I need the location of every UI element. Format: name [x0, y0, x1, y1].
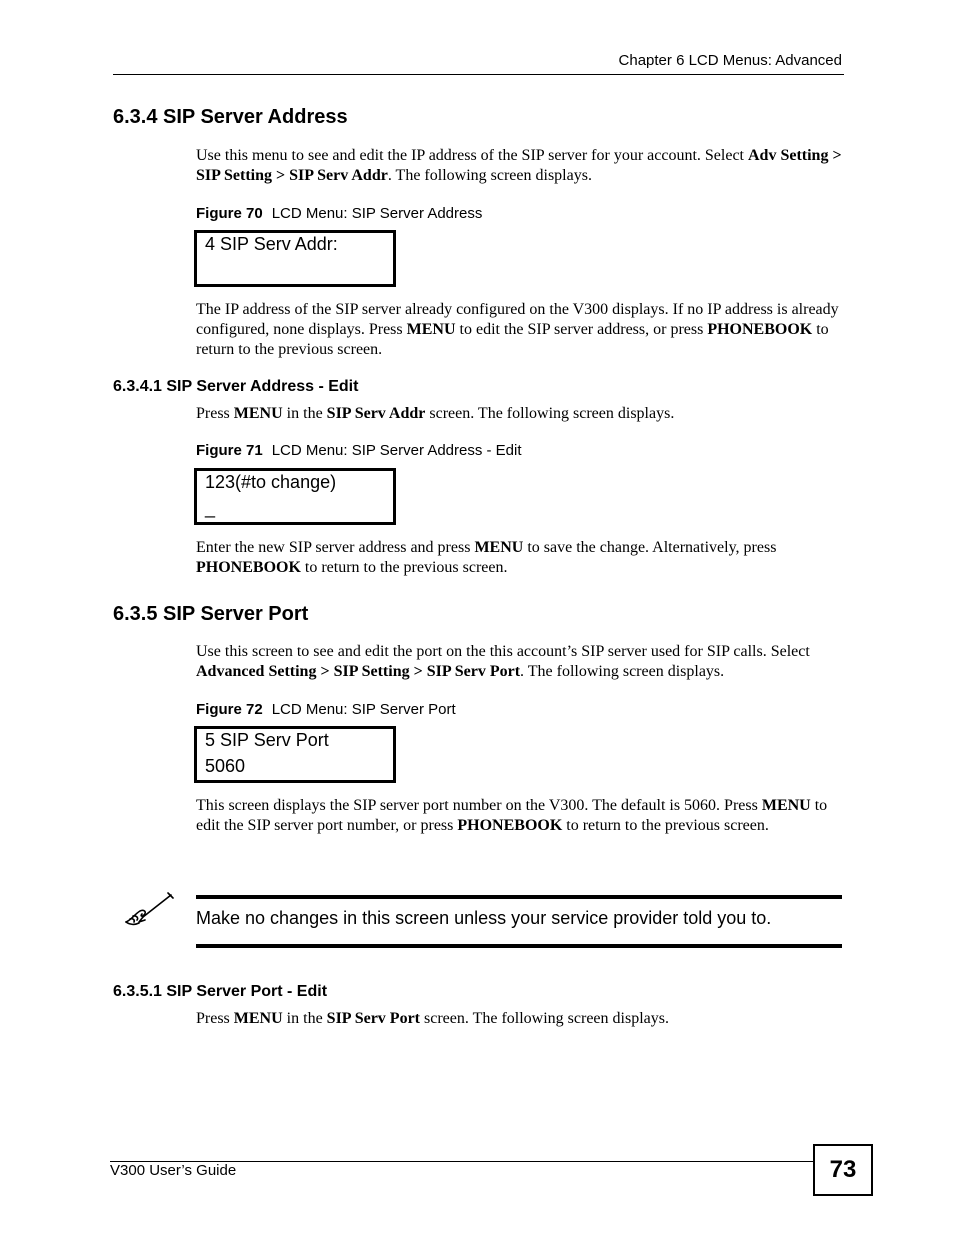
- text-run: in the: [282, 1010, 327, 1027]
- text-run: to edit the SIP server port number, or press: [196, 797, 828, 834]
- header-rule: [113, 74, 844, 75]
- note-rule-top: [196, 895, 842, 899]
- text-run: to return to the previous screen.: [562, 817, 769, 834]
- lcd-line-2: 5060: [205, 756, 246, 776]
- paragraph: [196, 642, 844, 682]
- figure-label: Figure 72: [196, 701, 263, 718]
- lcd-line-1: 4 SIP Serv Addr:: [205, 234, 338, 254]
- text-run: screen. The following screen displays.: [420, 1010, 669, 1027]
- paragraph: [196, 796, 844, 836]
- bold-term: MENU: [233, 1010, 283, 1027]
- figure-title: LCD Menu: SIP Server Port: [271, 701, 456, 718]
- section-heading-6-3-4: 6.3.4 SIP Server Address: [113, 106, 348, 128]
- figure-caption: [196, 442, 522, 459]
- note-text: Make no changes in this screen unless your service provider told you to.: [196, 908, 772, 928]
- bold-term: MENU: [474, 539, 524, 556]
- text-run: to edit the SIP server address, or press: [455, 321, 708, 338]
- text-run: Enter the new SIP server address and press: [196, 539, 475, 556]
- figure-caption: [196, 205, 482, 222]
- text-run: to return to the previous screen.: [300, 559, 508, 576]
- paragraph: [196, 404, 844, 424]
- note-rule-bottom: [196, 944, 842, 948]
- text-run: Press: [196, 405, 234, 422]
- lcd-screen: [194, 726, 396, 783]
- text-run: to return to the previous screen.: [196, 321, 829, 358]
- bold-term: PHONEBOOK: [196, 559, 301, 576]
- pencil-hand-icon: [123, 892, 175, 928]
- subsection-heading-6-3-5-1: 6.3.5.1 SIP Server Port - Edit: [113, 983, 328, 1000]
- figure-title: LCD Menu: SIP Server Address - Edit: [271, 442, 522, 459]
- lcd-line-1: 123(#to change): [205, 472, 337, 492]
- text-run: Use this screen to see and edit the port on the this account’s SIP server used for SIP calls. Select: [196, 643, 810, 660]
- text-run: This screen displays the SIP server port number on the V300. The default is 5060. Press: [196, 797, 762, 814]
- text-run: screen. The following screen displays.: [425, 405, 675, 422]
- text-run: . The following screen displays.: [387, 167, 592, 184]
- running-header: Chapter 6 LCD Menus: Advanced: [618, 52, 842, 69]
- bold-term: MENU: [233, 405, 283, 422]
- figure-title: LCD Menu: SIP Server Address: [271, 205, 483, 222]
- text-run: The IP address of the SIP server already configured on the V300 displays. If no IP address is already configured, none displays. Press: [196, 301, 839, 338]
- footer-guide-title: V300 User’s Guide: [110, 1162, 237, 1179]
- paragraph: [196, 146, 844, 186]
- paragraph: [196, 300, 844, 360]
- text-run: Use this menu to see and edit the IP address of the SIP server for your account. Select: [196, 147, 748, 164]
- bold-term: PHONEBOOK: [457, 817, 563, 834]
- figure-label: Figure 71: [196, 442, 263, 459]
- text-run: in the: [282, 405, 327, 422]
- paragraph: [196, 1009, 844, 1029]
- bold-term: PHONEBOOK: [707, 321, 813, 338]
- lcd-screen: [194, 468, 396, 525]
- page-number: 73: [829, 1156, 857, 1183]
- text-run: . The following screen displays.: [520, 663, 725, 680]
- bold-term: Advanced Setting > SIP Setting > SIP Serv Port: [196, 663, 521, 680]
- bold-term: MENU: [761, 797, 811, 814]
- bold-term: MENU: [406, 321, 456, 338]
- subsection-heading-6-3-4-1: 6.3.4.1 SIP Server Address - Edit: [113, 378, 359, 395]
- paragraph: [196, 538, 844, 578]
- lcd-screen: [194, 230, 396, 287]
- figure-label: Figure 70: [196, 205, 263, 222]
- text-run: Press: [196, 1010, 234, 1027]
- page-number-box: [813, 1144, 873, 1196]
- bold-term: SIP Serv Port: [326, 1010, 420, 1027]
- section-heading-6-3-5: 6.3.5 SIP Server Port: [113, 603, 309, 625]
- lcd-line-1: 5 SIP Serv Port: [205, 730, 329, 750]
- bold-term: Adv Setting > SIP Setting > SIP Serv Addr: [196, 147, 842, 184]
- lcd-line-2: _: [205, 498, 216, 518]
- figure-caption: [196, 701, 456, 718]
- bold-term: SIP Serv Addr: [326, 405, 426, 422]
- text-run: to save the change. Alternatively, press: [523, 539, 777, 556]
